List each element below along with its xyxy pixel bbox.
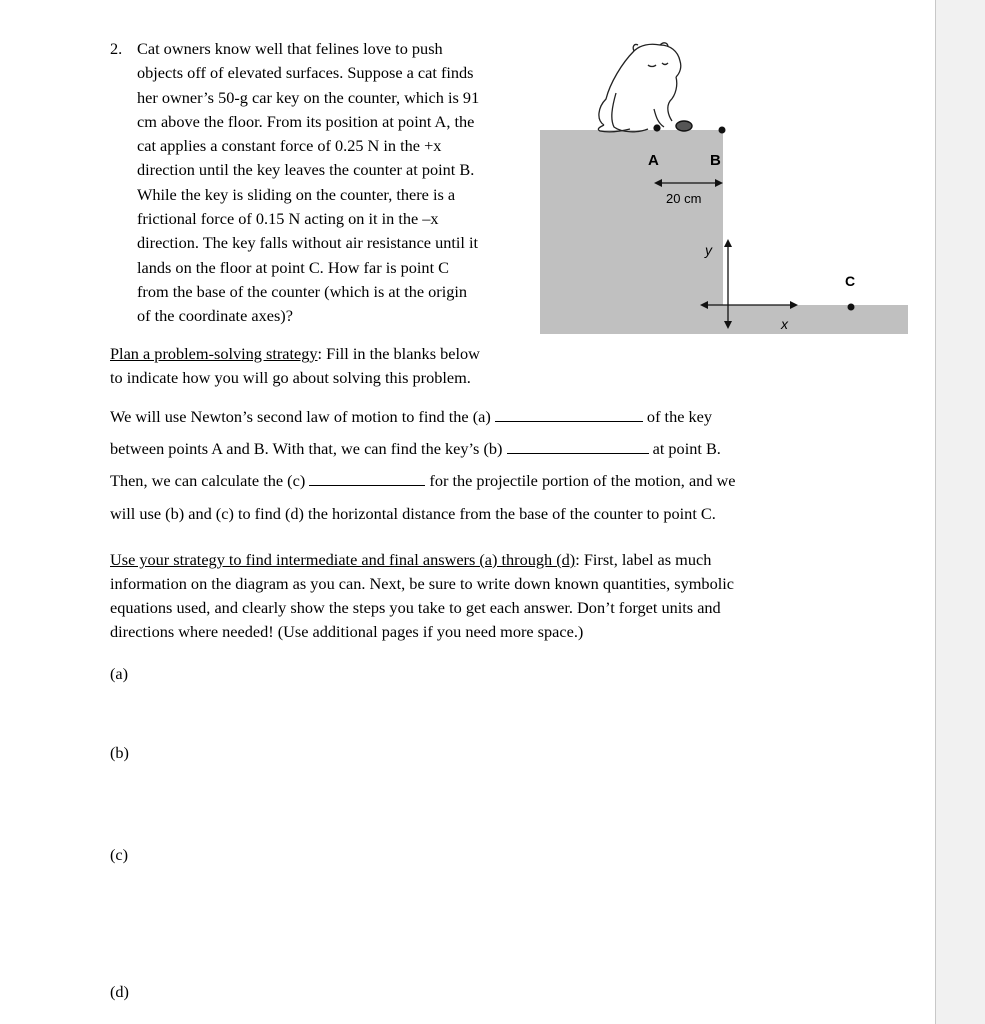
- sentence-3-start: Then, we can calculate the (c): [110, 471, 306, 490]
- problem-line: Cat owners know well that felines love to push: [137, 39, 443, 58]
- cat-icon: [598, 43, 680, 132]
- problem-text: [137, 37, 479, 329]
- point-c-label: C: [845, 273, 856, 289]
- problem-line: cm above the floor. From its position at point A, the: [137, 111, 475, 131]
- sentence-2-end: at point B.: [652, 439, 721, 458]
- point-a-label: A: [648, 152, 659, 169]
- use-line-2: information on the diagram as you can. Next, be sure to write down known quantities, symbolic: [110, 574, 734, 593]
- problem-line: objects off of elevated surfaces. Suppose a cat finds: [137, 63, 474, 83]
- use-line-4: directions where needed! (Use additional pages if you need more space.): [110, 622, 584, 641]
- point-b-label: B: [710, 152, 721, 169]
- floor: [723, 305, 908, 334]
- problem-line: lands on the floor at point C. How far is point C: [137, 257, 450, 277]
- strategy-sentence-2: [110, 437, 721, 461]
- point-b-dot: [719, 127, 726, 134]
- strategy-sentence-4: will use (b) and (c) to find (d) the horizontal distance from the base of the counter to point C.: [110, 504, 716, 523]
- sentence-1-start: We will use Newton’s second law of motion to find the (a): [110, 407, 491, 426]
- counter-diagram: [530, 35, 920, 340]
- problem-line: cat applies a constant force of 0.25 N in the +x: [137, 136, 442, 156]
- axis-y-label: y: [705, 242, 712, 258]
- blank-b[interactable]: [507, 438, 649, 454]
- sentence-2-start: between points A and B. With that, we can find the key’s (b): [110, 439, 503, 458]
- sentence-3-end: for the projectile portion of the motion, and we: [429, 471, 736, 490]
- key-dot: [653, 124, 660, 131]
- sentence-1-end: of the key: [646, 407, 713, 426]
- car-key: [676, 121, 692, 131]
- plan-line-2: to indicate how you will go about solving this problem.: [110, 368, 471, 387]
- answer-d-label: (d): [110, 982, 129, 1001]
- problem-line: of the coordinate axes)?: [137, 306, 293, 326]
- blank-a[interactable]: [495, 406, 643, 422]
- problem-line: While the key is sliding on the counter, there is a: [137, 184, 456, 204]
- problem-line: from the base of the counter (which is at the origin: [137, 281, 468, 301]
- plan-heading-rest: : Fill in the blanks below: [317, 344, 480, 363]
- use-heading: Use your strategy to find intermediate and final answers (a) through (d): [110, 550, 576, 569]
- use-line-3: equations used, and clearly show the steps you take to get each answer. Don’t forget units and: [110, 598, 721, 617]
- strategy-sentence-1: [110, 405, 712, 429]
- answer-b-label: (b): [110, 743, 129, 762]
- problem-line: direction. The key falls without air resistance until it: [137, 233, 479, 253]
- problem-line: frictional force of 0.15 N acting on it in the –x: [137, 209, 439, 229]
- problem-line: direction until the key leaves the counter at point B.: [137, 160, 475, 180]
- blank-c[interactable]: [309, 470, 425, 486]
- strategy-sentence-3: [110, 469, 736, 493]
- viewer-scroll-gutter[interactable]: [936, 0, 985, 1024]
- use-heading-line: [110, 548, 711, 572]
- point-c-dot: [848, 304, 855, 311]
- question-number: 2.: [110, 39, 123, 58]
- counter-block: [540, 130, 723, 334]
- use-heading-rest: : First, label as much: [575, 550, 712, 569]
- answer-c-label: (c): [110, 845, 129, 864]
- plan-heading-line: [110, 342, 480, 366]
- plan-heading: Plan a problem-solving strategy: [110, 344, 318, 363]
- distance-label: 20 cm: [666, 191, 702, 206]
- answer-a-label: (a): [110, 664, 129, 683]
- problem-line: her owner’s 50-g car key on the counter, which is 91: [137, 87, 480, 107]
- axis-x-label: x: [781, 316, 788, 332]
